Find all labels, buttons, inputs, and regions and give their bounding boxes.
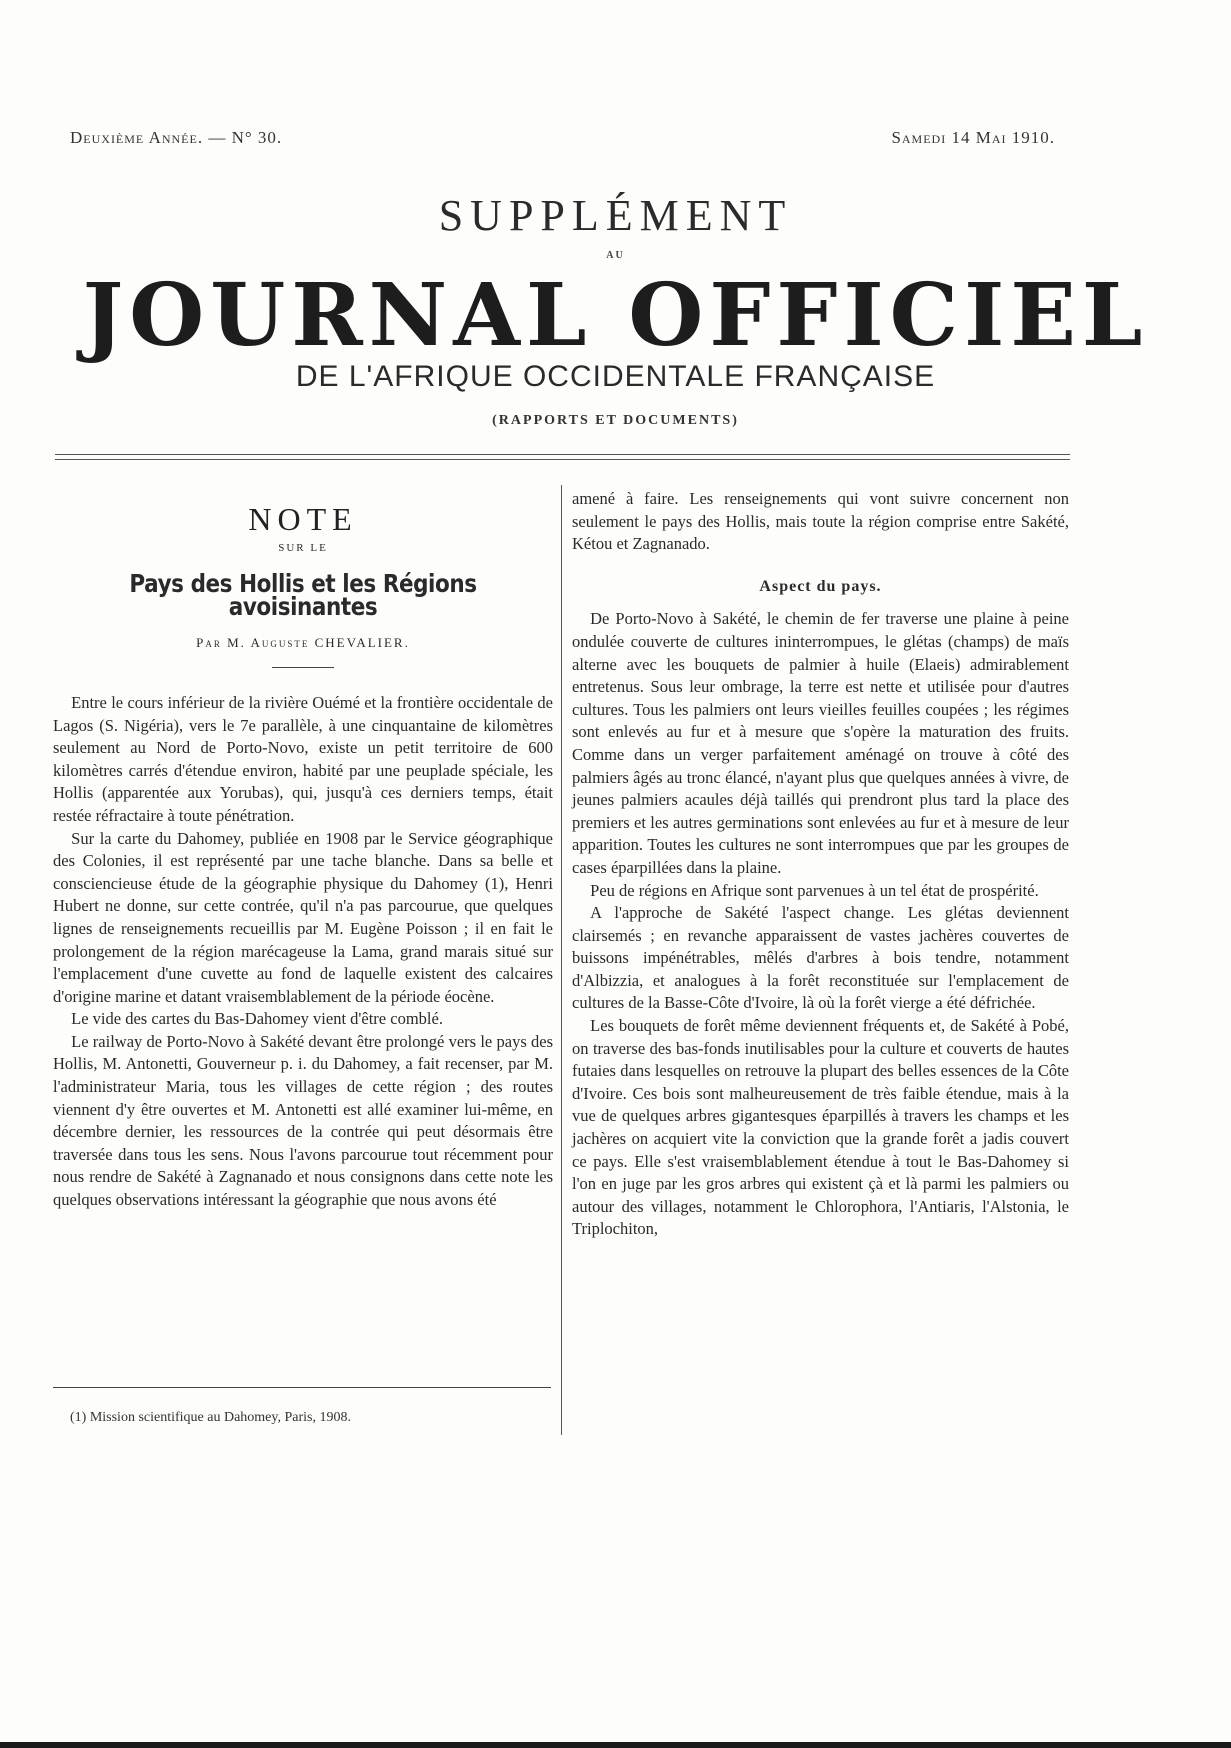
masthead-rule-top — [55, 454, 1070, 455]
issue-header — [70, 128, 1055, 148]
author-rule — [272, 667, 334, 668]
paragraph: Entre le cours inférieur de la rivière Ouémé et la frontière occidentale de Lagos (S. Nigéria), vers le 7e parallèle, à une cinquantaine de kilomètres seulement au Nord de Porto-Novo, existe un petit territoire de 600 kilomètres carrés d'étendue environ, habité par une peuplade spéciale, les Hollis (apparentée aux Yorubas), qui, jusqu'à ces derniers temps, était restée réfractaire à toute pénétration. — [53, 692, 553, 825]
left-column — [53, 488, 553, 1212]
note-heading: NOTE — [248, 501, 358, 537]
journal-title: JOURNAL OFFICIEL — [82, 265, 1149, 366]
au-label: AU — [606, 250, 625, 261]
section-heading: Aspect du pays. — [759, 577, 882, 595]
paragraph-continuation: amené à faire. Les renseignements qui vont suivre concernent non seulement le pays des Hollis, mais toute la région comprise entre Sakété, Kétou et Zagnanado. — [572, 489, 1069, 554]
masthead-rule-bottom — [55, 459, 1070, 460]
scan-edge — [0, 1742, 1231, 1748]
right-column — [572, 488, 1069, 1241]
paragraph: De Porto-Novo à Sakété, le chemin de fer traverse une plaine à peine ondulée couverte de cultures ininterrompues, le glétas (champs) de maïs alterne avec les bouquets de palmier à huile (Elaeis) admirablement entretenus. Sous leur ombrage, la terre est nette et utilisée pour d'autres cultures. Tous les palmiers ont leurs vieilles feuilles coupées ; les régimes sont enlevés au fur et à mesure que s'opère la maturation des fruits. Comme dans un verger parfaitement aménagé on trouve à côté des palmiers âgés au tronc élancé, n'ayant plus que quelques années à vivre, de jeunes palmiers acaules déjà taillés qui prendront plus tard la place des premiers et les autres germinations sont enlevées au fur et à mesure de leur apparition. Toutes les cultures ne sont interrompues que par les groupes de cases éparpillées dans la plaine. — [572, 609, 1069, 877]
footnote-rule — [53, 1387, 551, 1388]
footnote: (1) Mission scientifique au Dahomey, Paris, 1908. — [70, 1410, 351, 1425]
issue-date: Samedi 14 Mai 1910. — [891, 128, 1055, 147]
journal-subtitle: DE L'AFRIQUE OCCIDENTALE FRANÇAISE — [295, 360, 936, 393]
sur-le-label: SUR LE — [278, 541, 328, 554]
paragraph: Le vide des cartes du Bas-Dahomey vient d'être comblé. — [71, 1009, 443, 1029]
paragraph: Les bouquets de forêt même deviennent fréquents et, de Sakété à Pobé, on traverse des bas-fonds inutilisables pour la culture et couverts de hautes futaies dans lesquelles on retrouve la plupart des belles essences de la Côte d'Ivoire. Ces bois sont malheureusement de très faible étendue, mais à la vue de quelques arbres gigantesques éparpillés à travers les champs et les jachères on acquiert vite la conviction que la grande forêt a jadis couvert ce pays. Elle s'est vraisemblablement étendue à tout le Bas-Dahomey si l'on en juge par les gros arbres qui existent çà et là parmi les palmiers ou autour des villages, notamment le Chlorophora, l'Antiaris, l'Alstonia, le Triplochiton, — [572, 1016, 1069, 1239]
rapports-label: (RAPPORTS ET DOCUMENTS) — [492, 413, 739, 428]
paragraph: A l'approche de Sakété l'aspect change. Les glétas deviennent clairsemés ; en revanche apparaissent de vastes jachères couvertes de buissons impénétrables, mêlés d'arbres à bois tendre, notamment d'Albizzia, et analogues à la forêt reconstituée sur l'emplacement de cultures de la Basse-Côte d'Ivoire, là où la forêt vierge a été défrichée. — [572, 903, 1069, 1013]
issue-number: Deuxième Année. — N° 30. — [70, 128, 283, 147]
article-author: Par M. Auguste CHEVALIER. — [196, 635, 410, 651]
paragraph: Sur la carte du Dahomey, publiée en 1908 par le Service géographique des Colonies, il est représenté par une tache blanche. Dans sa belle et consciencieuse étude de la géographie physique du Dahomey (1), Henri Hubert ne donne, sur cette contrée, qu'il n'a pas parcourue, que quelques lignes de renseignements recueillis par M. Eugène Poisson ; il en fait le prolongement de la région marécageuse la Lama, grand marais situé sur l'emplacement d'une cuvette au fond de laquelle existent des calcaires d'origine marine et datant vraisemblablement de la période éocène. — [53, 828, 553, 1006]
paragraph: Le railway de Porto-Novo à Sakété devant être prolongé vers le pays des Hollis, M. Antonetti, Gouverneur p. i. du Dahomey, a fait recenser, par M. l'administrateur Maria, tous les villages de cette région ; des routes viennent d'y être ouvertes et M. Antonetti est allé examiner lui-même, en décembre dernier, les ressources de la contrée qui peut désormais être traversée dans tous les sens. Nous l'avons parcourue tout récemment pour nous rendre de Sakété à Zagnanado et nous consignons dans cette note les quelques observations intéressant la géographie que nous avons été — [53, 1031, 553, 1210]
article-title: Pays des Hollis et les Régions avoisinantes — [129, 569, 477, 621]
paragraph: Peu de régions en Afrique sont parvenues à un tel état de prospérité. — [590, 880, 1039, 900]
column-divider — [561, 485, 562, 1435]
supplement-title: SUPPLÉMENT — [438, 191, 793, 240]
